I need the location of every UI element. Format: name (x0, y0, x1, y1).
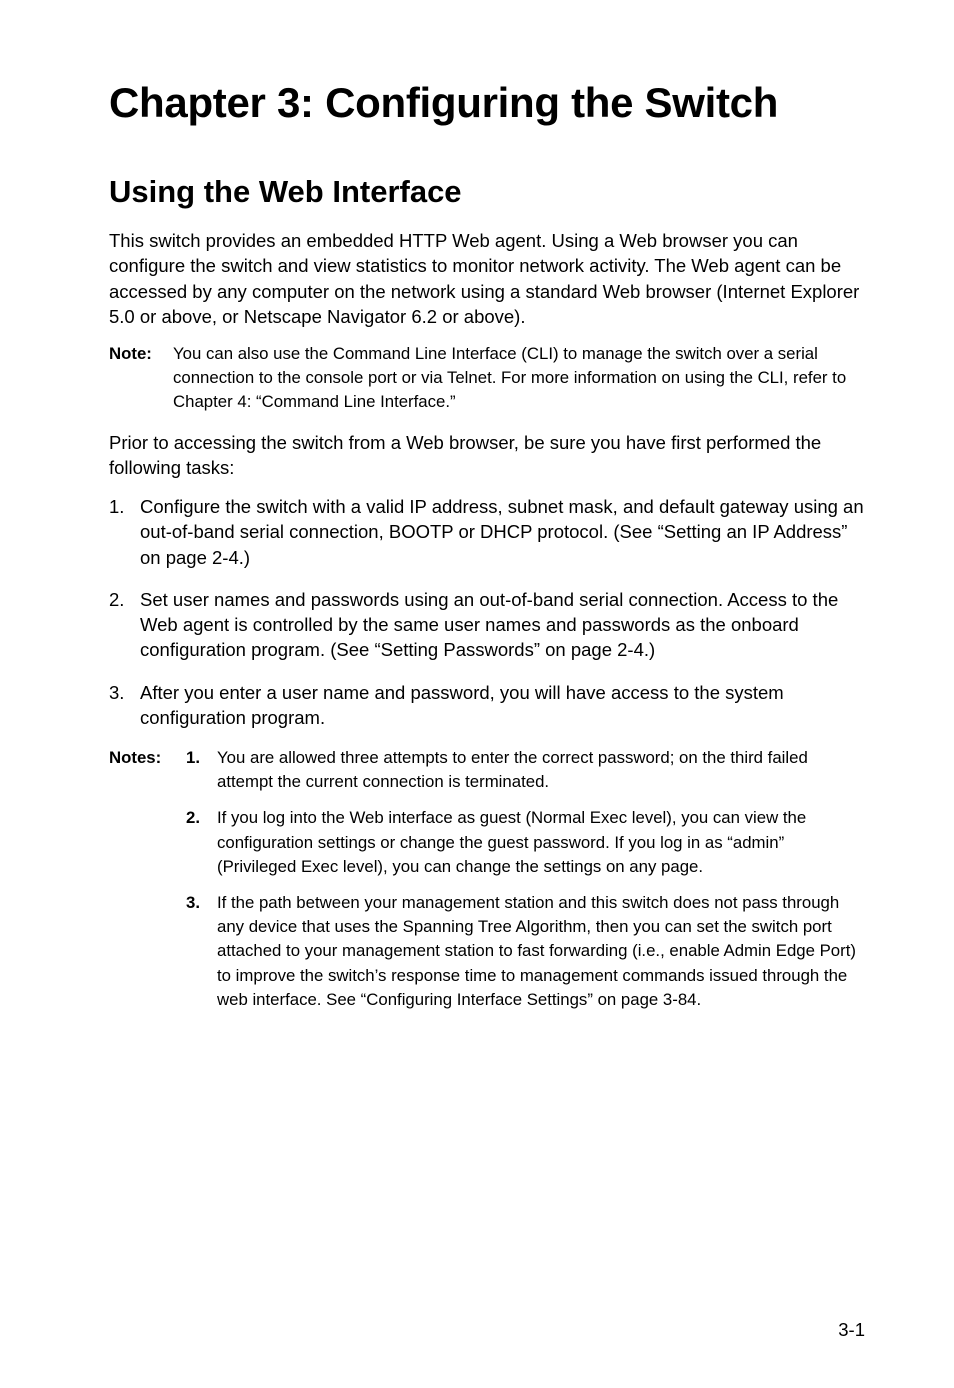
notes-item (186, 806, 865, 879)
note-block (109, 342, 865, 415)
notes-number: 2. (186, 808, 200, 828)
task-text: Configure the switch with a valid IP address, subnet mask, and default gateway using an out-of-band serial connection, BOOTP or DHCP protocol. (See “Setting an IP Address” on page 2-4.) (140, 496, 864, 568)
task-number: 3. (109, 681, 125, 703)
task-item (109, 587, 865, 663)
notes-item (186, 746, 865, 794)
prior-paragraph: Prior to accessing the switch from a Web browser, be sure you have first performed the following tasks: (109, 432, 822, 479)
section-title: Using the Web Interface (109, 174, 462, 209)
intro-paragraph: This switch provides an embedded HTTP Web agent. Using a Web browser you can configure the switch and view statistics to monitor network activity. The Web agent can be accessed by any computer on the network using a standard Web browser (Internet Explorer 5.0 or above, or Netscape Navigator 6.2 or above). (109, 230, 860, 327)
chapter-title: Chapter 3: Configuring the Switch (109, 79, 779, 126)
notes-number: 3. (186, 893, 200, 913)
task-item (109, 680, 865, 731)
notes-label: Notes: (109, 748, 162, 767)
notes-number: 1. (186, 748, 200, 767)
page-number: 3-1 (838, 1319, 865, 1340)
note-text: You can also use the Command Line Interface (CLI) to manage the switch over a serial connection to the console port or via Telnet. For more information on using the CLI, refer to Chapter 4: “Command Line Interface.” (173, 344, 847, 412)
task-list (109, 494, 865, 747)
notes-text: If the path between your management station and this switch does not pass through any device that uses the Spanning Tree Algorithm, then you can set the switch port attached to your management station to fast forwarding (i.e., enable Admin Edge Port) to improve the switch’s response time to management commands issued through the web interface. See “Configuring Interface Settings” on page 3-84. (217, 893, 856, 1009)
task-item (109, 494, 865, 570)
note-label: Note: (109, 344, 152, 363)
notes-list (186, 746, 865, 1012)
notes-text: If you log into the Web interface as guest (Normal Exec level), you can view the configuration settings or change the guest password. If you log in as “admin” (Privileged Exec level), you can change the settings on any page. (217, 808, 807, 876)
notes-item (186, 891, 865, 1012)
task-number: 2. (109, 588, 125, 610)
task-text: After you enter a user name and password, you will have access to the system configuration program. (140, 681, 784, 729)
task-number: 1. (109, 496, 125, 517)
notes-block (109, 746, 865, 1024)
task-text: Set user names and passwords using an out-of-band serial connection. Access to the Web agent is controlled by the same user names and passwords as the onboard configuration program. (See “Setting Passwords” on page 2-4.) (140, 588, 839, 661)
notes-text: You are allowed three attempts to enter the correct password; on the third failed attempt the current connection is terminated. (217, 748, 808, 792)
